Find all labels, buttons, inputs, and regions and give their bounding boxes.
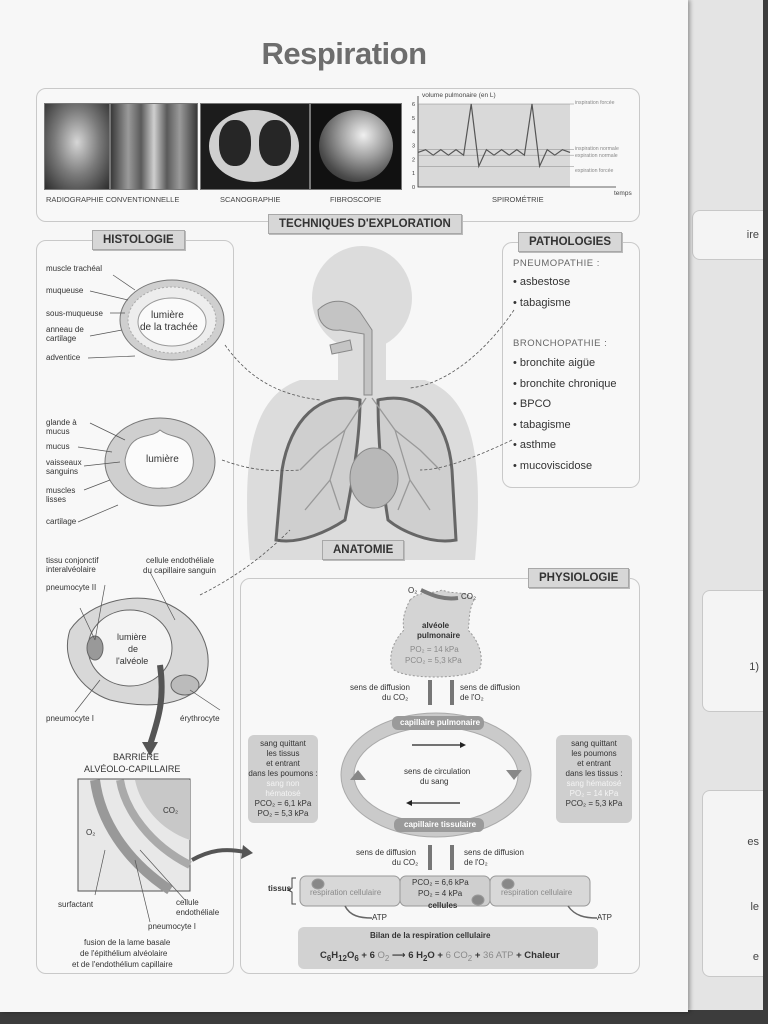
back-card xyxy=(702,790,763,977)
alveole-lumen: lumière xyxy=(117,632,147,642)
resp-cell-right: respiration cellulaire xyxy=(501,888,573,897)
spiro-annotation: inspiration forcée xyxy=(575,100,615,106)
label-cellule-endo: cellule endothéliale xyxy=(146,556,215,565)
box-text: sang non hématosé xyxy=(265,779,301,798)
label-sous-muqueuse: sous-muqueuse xyxy=(46,309,103,318)
spiro-annotation: inspiration normale xyxy=(575,146,619,152)
list-item: • asthme xyxy=(513,439,617,460)
barrier-title: ALVÉOLO-CAPILLAIRE xyxy=(84,764,181,774)
list-item: • mucoviscidose xyxy=(513,460,617,481)
label-mucus: mucus xyxy=(46,442,70,451)
box-text: PCO₂ = 5,3 kPa xyxy=(565,799,623,808)
diffusion-label: de l'O₂ xyxy=(464,858,488,867)
alveole-title: alvéole xyxy=(422,621,450,630)
box-text: sang quittant xyxy=(571,739,617,748)
circulation-label: sens de circulation xyxy=(404,767,471,776)
bilan-title: Bilan de la respiration cellulaire xyxy=(370,931,491,940)
caption-fibroscopy: FIBROSCOPIE xyxy=(330,195,382,204)
label-muscles-lisses: muscles lisses xyxy=(46,486,76,504)
diffusion-label: sens de diffusion xyxy=(464,848,524,857)
broncho-heading: BRONCHOPATHIE : xyxy=(513,338,608,349)
list-item: • tabagisme xyxy=(513,419,617,440)
trachea-lumen: lumière xyxy=(151,310,184,321)
list-item: • bronchite aigüe xyxy=(513,357,617,378)
bronchus-lumen: lumière xyxy=(146,454,179,465)
spiro-ylabel: volume pulmonaire (en L) xyxy=(422,92,496,99)
label-muscle-tracheal: muscle trachéal xyxy=(46,264,103,273)
diffusion-label: sens de diffusion xyxy=(350,683,410,692)
left-blood-box xyxy=(248,735,318,823)
caption-spirometry: SPIROMÉTRIE xyxy=(492,195,544,204)
list-item: • tabagisme xyxy=(513,297,571,318)
label-erythrocyte: érythrocyte xyxy=(180,714,220,723)
back-text: ire xyxy=(746,229,759,241)
caption-ct: SCANOGRAPHIE xyxy=(220,195,281,204)
box-text: dans les tissus : xyxy=(565,769,623,778)
diffusion-label: du CO₂ xyxy=(382,693,409,702)
spiro-ytick: 5 xyxy=(412,115,416,122)
box-text: les poumons xyxy=(571,749,617,758)
cells-po2: PO₂ = 4 kPa xyxy=(418,889,463,898)
phys-co2: CO₂ xyxy=(461,592,477,601)
trachea-lumen: de la trachée xyxy=(140,322,198,333)
back-card xyxy=(702,590,763,712)
diffusion-label: sens de diffusion xyxy=(356,848,416,857)
box-text: et entrant xyxy=(577,759,611,768)
resp-cell-left: respiration cellulaire xyxy=(310,888,382,897)
cells-label: cellules xyxy=(428,901,458,910)
alveole-po2: PO₂ = 14 kPa xyxy=(410,645,459,654)
spiro-xlabel: temps xyxy=(614,190,632,197)
spiro-ytick: 4 xyxy=(412,129,416,136)
spiro-ytick: 2 xyxy=(412,157,416,164)
label-surfactant: surfactant xyxy=(58,900,94,909)
back-card xyxy=(692,210,763,260)
bilan-equation: $C_6H_{12}O_6 + 6$ $O_2$ ⟶ 6 $H_2O + 6$ $CO_2 + 36$ ATP + Chaleur xyxy=(320,950,560,963)
spiro-ytick: 6 xyxy=(412,102,416,108)
box-text: et entrant xyxy=(266,759,300,768)
right-blood-box xyxy=(556,735,632,823)
list-item: • BPCO xyxy=(513,398,617,419)
label-cellule-endo-2: cellule endothéliale xyxy=(176,898,220,917)
back-text: e xyxy=(752,951,759,963)
back-text: 1) xyxy=(749,661,759,673)
spiro-ytick: 1 xyxy=(412,171,416,178)
list-item: • bronchite chronique xyxy=(513,378,617,399)
barrier-title: BARRIÈRE xyxy=(113,752,160,762)
physiologie-tag: PHYSIOLOGIE xyxy=(528,568,629,588)
label-adventice: adventice xyxy=(46,353,81,362)
capillaire-tissulaire: capillaire tissulaire xyxy=(404,820,477,829)
spiro-annotation: expiration normale xyxy=(575,153,618,159)
label-cartilage: cartilage xyxy=(46,517,77,526)
diffusion-label: du CO₂ xyxy=(392,858,419,867)
phys-o2: O₂ xyxy=(408,586,418,595)
box-text: PO₂ = 14 kPa xyxy=(569,789,619,798)
alveole-lumen: de xyxy=(128,644,139,654)
label-anneau-cartilage: anneau de cartilage xyxy=(46,325,84,343)
label-pneumocyte-i-2: pneumocyte I xyxy=(148,922,197,931)
diffusion-label: sens de diffusion xyxy=(460,683,520,692)
exploration-tag: TECHNIQUES D'EXPLORATION xyxy=(268,214,462,234)
page-title: Respiration xyxy=(261,36,427,71)
back-text: le xyxy=(750,901,759,913)
spiro-ytick: 3 xyxy=(412,143,416,150)
caption-radiography: RADIOGRAPHIE CONVENTIONNELLE xyxy=(46,195,180,204)
box-text: PO₂ = 5,3 kPa xyxy=(257,809,309,818)
label-glande: glande à mucus xyxy=(46,418,77,436)
barrier-co2: CO₂ xyxy=(163,806,179,815)
list-item: • asbestose xyxy=(513,276,571,297)
pneumo-heading: PNEUMOPATHIE : xyxy=(513,258,600,269)
cells-pco2: PCO₂ = 6,6 kPa xyxy=(412,878,469,887)
heart xyxy=(350,448,398,508)
circulation-label: du sang xyxy=(420,777,449,786)
barrier-o2: O₂ xyxy=(86,828,96,837)
diffusion-label: de l'O₂ xyxy=(460,693,484,702)
label-pneumocyte-i: pneumocyte I xyxy=(46,714,95,723)
pathologies-tag: PATHOLOGIES xyxy=(518,232,622,252)
label-tissu-conjonctif: tissu conjonctif interalvéolaire xyxy=(46,556,99,574)
tissus-label: tissus xyxy=(268,884,292,893)
label-muqueuse: muqueuse xyxy=(46,286,84,295)
spiro-annotation: expiration forcée xyxy=(575,168,614,174)
label-pneumocyte-ii: pneumocyte II xyxy=(46,583,97,592)
histologie-tag: HISTOLOGIE xyxy=(92,230,185,250)
atp-left: ATP xyxy=(372,913,387,922)
box-text: dans les poumons : xyxy=(248,769,318,778)
box-text: PCO₂ = 6,1 kPa xyxy=(254,799,312,808)
fusion-text: fusion de la lame basale xyxy=(84,938,171,947)
alveole-title: pulmonaire xyxy=(417,631,461,640)
back-text: es xyxy=(747,836,759,848)
fusion-text: de l'épithélium alvéolaire xyxy=(80,949,168,958)
box-text: sang hématosé xyxy=(566,779,622,788)
capillaire-pulmonaire: capillaire pulmonaire xyxy=(400,718,481,727)
box-text: sang quittant xyxy=(260,739,306,748)
label-cellule-endo: du capillaire sanguin xyxy=(143,566,216,575)
box-text: les tissus xyxy=(266,749,300,758)
alveole-pco2: PCO₂ = 5,3 kPa xyxy=(405,656,462,665)
anatomie-tag: ANATOMIE xyxy=(322,540,404,560)
label-vaisseaux: vaisseaux sanguins xyxy=(46,458,82,476)
spiro-ytick: 0 xyxy=(412,185,416,191)
fusion-text: et de l'endothélium capillaire xyxy=(72,960,173,969)
atp-right: ATP xyxy=(597,913,612,922)
alveole-lumen: l'alvéole xyxy=(116,656,149,666)
